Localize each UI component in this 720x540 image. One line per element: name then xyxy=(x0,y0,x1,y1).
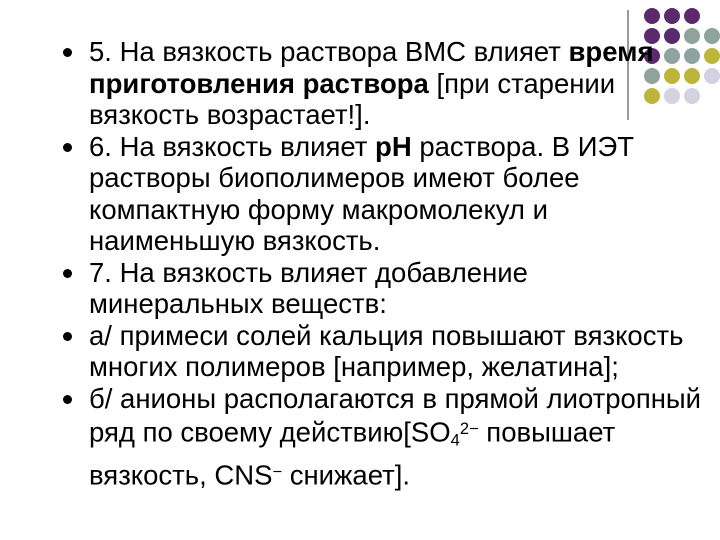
bullet-item-6 xyxy=(57,131,707,257)
bullet-item-7 xyxy=(57,257,707,320)
bullet-bold-text: время приготовления раствора xyxy=(89,36,654,99)
bullet-dot-icon xyxy=(63,269,72,278)
bullet-dot-icon xyxy=(63,395,72,404)
superscript-charge: 2− xyxy=(459,420,479,438)
bullet-text: повышает вязкость, CNS xyxy=(89,416,616,491)
bullet-item-b xyxy=(57,383,707,491)
bullet-item-a xyxy=(57,320,707,383)
decor-dot xyxy=(684,8,700,24)
bullet-text: раствора. В ИЭТ растворы биополимеров имеют более компактную форму макромолекул и наименьшую вязкость. xyxy=(89,130,635,256)
bullet-bold-text: рН xyxy=(375,130,412,162)
bullet-text: б/ анионы располагаются в прямой лиотропный ряд по своему действию[SO xyxy=(89,382,702,448)
bullet-text: а/ примеси солей кальция повышают вязкость многих полимеров [например, желатина]; xyxy=(89,319,684,382)
bullet-text: [при старении вязкость возрастает!]. xyxy=(89,67,616,130)
bullet-text: 7. На вязкость влияет добавление минеральных веществ: xyxy=(89,256,528,319)
bullet-text: снижает]. xyxy=(282,459,410,491)
bullet-text: 5. На вязкость раствора ВМС влияет xyxy=(89,36,569,67)
superscript-charge: − xyxy=(272,463,283,482)
decor-dot xyxy=(664,8,680,24)
decor-dot xyxy=(644,8,660,24)
bullet-dot-icon xyxy=(63,143,72,152)
bullet-item-5 xyxy=(57,36,707,131)
subscript-4: 4 xyxy=(450,431,460,450)
slide-body xyxy=(57,36,707,491)
bullet-text: 6. На вязкость влияет xyxy=(89,130,376,162)
bullet-dot-icon xyxy=(63,332,72,341)
bullet-dot-icon xyxy=(63,48,72,57)
